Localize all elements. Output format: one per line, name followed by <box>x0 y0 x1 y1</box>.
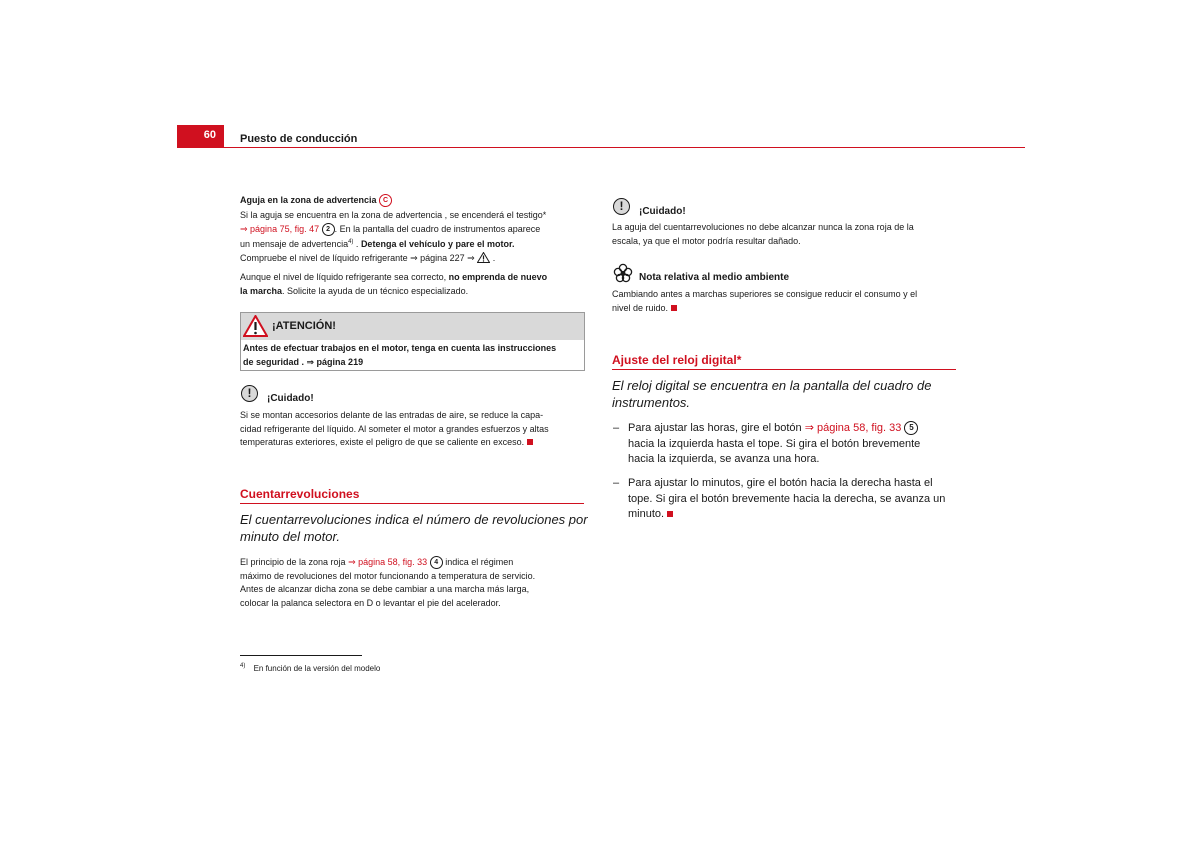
caution-2-line-1: La aguja del cuentarrevoluciones no debe alcanzar nunca la zona roja de la <box>612 222 914 232</box>
item-1-text: Para ajustar las horas, gire el botón <box>628 422 805 434</box>
aguja-line-4-text: Compruebe el nivel de líquido refrigerante ⇒ página 227 ⇒ <box>240 252 475 263</box>
link-page-75[interactable]: ⇒ página 75, fig. 47 <box>240 223 320 234</box>
lead-right-line-1: El reloj digital se encuentra en la pantalla del cuadro de <box>612 378 932 393</box>
body-line-3: Antes de alcanzar dicha zona se debe cambiar a una marcha más larga, <box>240 584 530 594</box>
marker-2: 2 <box>322 223 335 236</box>
attention-title: ¡ATENCIÓN! <box>272 320 336 332</box>
caution-2-line-2: escala, ya que el motor podría resultar dañado. <box>612 235 801 246</box>
body-line-1-end: indica el régimen <box>442 557 514 567</box>
aguja-line-3-bold: Detenga el vehículo y pare el motor. <box>360 239 515 249</box>
caution-icon: ! <box>613 198 630 215</box>
caution-1-line-1: Si se montan accesorios delante de las entradas de aire, se reduce la capa- <box>240 410 544 420</box>
caution-1-title: ¡Cuidado! <box>267 393 314 404</box>
list-dash-2: – <box>613 477 620 489</box>
aguja-line-4 <box>240 252 585 266</box>
marker-5: 5 <box>904 421 918 435</box>
marker-c: C <box>379 194 392 207</box>
aguja-line-2-text: . En la pantalla del cuadro de instrumentos aparece <box>334 223 541 234</box>
attention-body <box>243 342 581 369</box>
aguja-heading-text: Aguja en la zona de advertencia <box>240 195 377 205</box>
environment-line-1: Cambiando antes a marchas superiores se consigue reducir el consumo y el <box>612 289 918 299</box>
caution-2-title: ¡Cuidado! <box>639 206 686 217</box>
item-2-line-3 <box>628 507 963 523</box>
header-rule <box>224 147 1025 148</box>
header-title: Puesto de conducción <box>240 133 358 145</box>
marker-4: 4 <box>430 556 443 569</box>
footnote <box>240 663 380 673</box>
caution-1-body <box>240 409 585 450</box>
aguja-line-3-text: un mensaje de advertencia <box>240 239 349 249</box>
body-line-4: colocar la palanca selectora en D o levantar el pie del acelerador. <box>240 597 501 608</box>
flower-environment-icon <box>613 263 633 283</box>
end-mark <box>667 511 673 517</box>
warning-triangle-icon <box>477 252 490 263</box>
aguja-p2-bold-2: la marcha <box>240 285 283 296</box>
item-2-line-3-text: minuto. <box>628 508 665 520</box>
list-item-1 <box>628 421 963 468</box>
aguja-line-4-end: . <box>492 252 496 263</box>
lead-cuentarrevoluciones <box>240 511 590 545</box>
footnote-ref[interactable]: 4) <box>348 239 354 245</box>
aguja-p2-text-2: . Solicite la ayuda de un técnico especializado. <box>282 285 469 296</box>
item-1-line-1 <box>628 421 963 437</box>
body-line-2: máximo de revoluciones del motor funcionando a temperatura de servicio. <box>240 570 536 581</box>
caution-1-line-2: cidad refrigerante del líquido. Al someter el motor a grandes esfuerzos y altas <box>240 423 549 434</box>
aguja-p2-bold-1: no emprenda de nuevo <box>448 272 548 282</box>
item-2-line-1: Para ajustar lo minutos, gire el botón hacia la derecha hasta el <box>628 477 933 489</box>
list-item-2 <box>628 476 963 523</box>
attention-warning-icon <box>243 315 268 337</box>
caution-2-body <box>612 221 962 248</box>
aguja-heading <box>240 194 392 208</box>
lead-left-line-2: minuto del motor. <box>240 529 340 544</box>
link-page-58-fig-33[interactable]: ⇒ página 58, fig. 33 <box>804 422 902 434</box>
aguja-p2-text: Aunque el nivel de líquido refrigerante sea correcto, <box>240 272 449 282</box>
aguja-paragraph-2 <box>240 271 585 298</box>
body-line-1-text: El principio de la zona roja <box>240 557 349 567</box>
caution-icon: ! <box>241 385 258 402</box>
section-title-reloj: Ajuste del reloj digital* <box>612 353 742 367</box>
environment-line-2 <box>612 302 962 316</box>
item-1-line-2: hacia la izquierda hasta el tope. Si gira el botón brevemente <box>628 437 921 450</box>
aguja-line-3 <box>240 236 585 252</box>
section-title-cuentarrevoluciones: Cuentarrevoluciones <box>240 487 360 501</box>
end-mark <box>527 439 533 445</box>
aguja-line-2 <box>240 223 585 237</box>
attention-line-1: Antes de efectuar trabajos en el motor, tenga en cuenta las instrucciones <box>243 343 557 353</box>
lead-right-line-2: instrumentos. <box>612 395 691 410</box>
body-line-1 <box>240 556 585 570</box>
lead-reloj <box>612 377 962 411</box>
item-1-line-3: hacia la izquierda, se avanza una hora. <box>628 453 820 465</box>
attention-line-2: de seguridad . ⇒ página 219 <box>243 356 364 367</box>
page-number: 60 <box>203 129 216 141</box>
aguja-line-3-sep: . <box>353 239 361 249</box>
caution-1-line-3 <box>240 436 585 450</box>
aguja-p2-line-2 <box>240 285 585 299</box>
list-dash-1: – <box>613 422 620 434</box>
aguja-paragraph-1 <box>240 209 585 265</box>
item-2-line-2: tope. Si gira el botón brevemente hacia la derecha, se avanza un <box>628 492 946 505</box>
aguja-p2-line-1 <box>240 271 585 285</box>
link-page-58[interactable]: ⇒ página 58, fig. 33 <box>348 557 428 567</box>
footnote-text: En función de la versión del modelo <box>253 663 381 673</box>
lead-left-line-1: El cuentarrevoluciones indica el número de revoluciones por <box>240 512 588 527</box>
environment-body <box>612 288 962 315</box>
footnote-rule <box>240 655 362 656</box>
footnote-number: 4) <box>240 663 246 669</box>
body-cuentarrevoluciones <box>240 556 585 610</box>
caution-1-line-3-text: temperaturas exteriores, existe el peligro de que se caliente en exceso. <box>240 437 525 447</box>
aguja-line-1: Si la aguja se encuentra en la zona de advertencia , se encenderá el testigo* <box>240 210 547 220</box>
section-rule-right <box>612 369 956 370</box>
environment-title: Nota relativa al medio ambiente <box>639 272 790 283</box>
end-mark <box>671 305 677 311</box>
environment-line-2-text: nivel de ruido. <box>612 302 669 313</box>
section-rule-left <box>240 503 584 504</box>
